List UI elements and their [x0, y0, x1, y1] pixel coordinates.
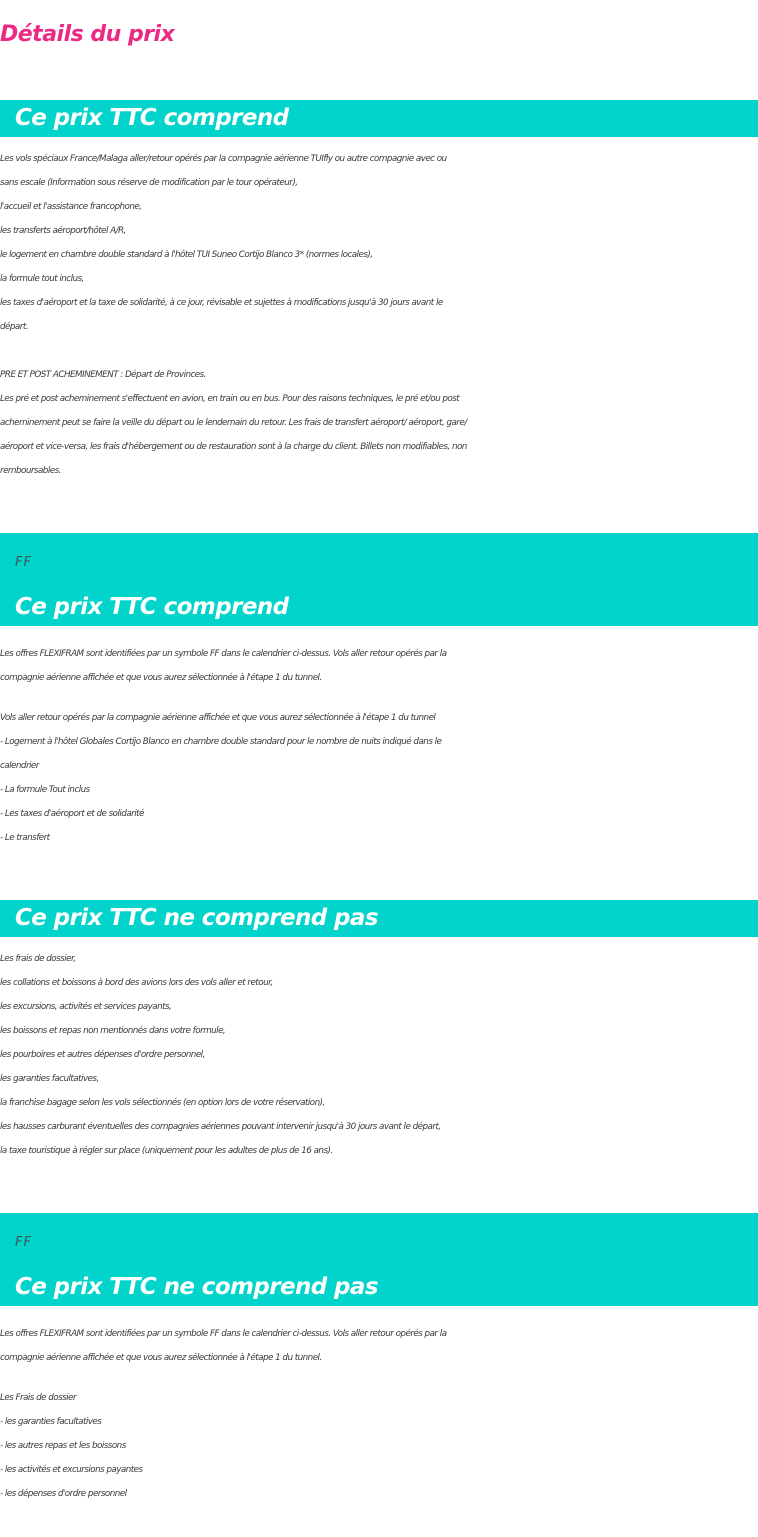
- pre-post-acheminement: [0, 363, 758, 483]
- section-included-header: [0, 100, 758, 137]
- list-item: l'accueil et l'assistance francophone,: [0, 202, 142, 212]
- section-ff-not-included-title: Ce prix TTC ne comprend pas: [15, 1274, 378, 1300]
- section-not-included-header: [0, 900, 758, 937]
- page-title: Détails du prix: [0, 22, 175, 47]
- list-item: la formule tout inclus,: [0, 274, 84, 284]
- list-item: Les Frais de dossier: [0, 1393, 76, 1403]
- list-item: sans escale (Information sous réserve de modification par le tour opérateur),: [0, 178, 298, 188]
- section-included-list: [0, 147, 758, 339]
- list-item: les hausses carburant éventuelles des compagnies aériennes pouvant intervenir jusqu'à 30 jours avant le départ,: [0, 1122, 441, 1132]
- list-item: les garanties facultatives,: [0, 1074, 99, 1084]
- list-item: départ.: [0, 322, 28, 332]
- ff-code-label: FF: [15, 1235, 32, 1250]
- paragraph-line: compagnie aérienne affichée et que vous aurez sélectionnée à l'étape 1 du tunnel.: [0, 1353, 322, 1363]
- ff-code-label: FF: [15, 555, 32, 570]
- list-item: - les dépenses d'ordre personnel: [0, 1489, 127, 1499]
- paragraph-line: remboursables.: [0, 466, 61, 476]
- list-item: - Le transfert: [0, 833, 50, 843]
- list-item: Les frais de dossier,: [0, 954, 76, 964]
- list-item: les boissons et repas non mentionnés dans votre formule,: [0, 1026, 226, 1036]
- section-ff-not-included-header: [0, 1213, 758, 1306]
- ff-included-list: [0, 706, 758, 850]
- list-item: les transferts aéroport/hôtel A/R,: [0, 226, 126, 236]
- list-item: les pourboires et autres dépenses d'ordre personnel,: [0, 1050, 205, 1060]
- list-item: les excursions, activités et services payants,: [0, 1002, 172, 1012]
- list-item: calendrier: [0, 761, 39, 771]
- ff-not-included-intro: [0, 1322, 758, 1370]
- list-item: Vols aller retour opérés par la compagnie aérienne affichée et que vous aurez sélectionnée à l'étape 1 du tunnel: [0, 713, 436, 723]
- list-item: - Les taxes d'aéroport et de solidarité: [0, 809, 144, 819]
- paragraph-line: compagnie aérienne affichée et que vous aurez sélectionnée à l'étape 1 du tunnel.: [0, 673, 322, 683]
- section-not-included-list: [0, 947, 758, 1163]
- list-item: les taxes d'aéroport et la taxe de solidarité, à ce jour, révisable et sujettes à modifications jusqu'à 30 jours avant le: [0, 298, 443, 308]
- list-item: les collations et boissons à bord des avions lors des vols aller et retour,: [0, 978, 273, 988]
- list-item: la taxe touristique à régler sur place (uniquement pour les adultes de plus de 16 ans).: [0, 1146, 333, 1156]
- paragraph-line: Les offres FLEXIFRAM sont identifiées par un symbole FF dans le calendrier ci-dessus. Vols aller retour opérés par la: [0, 1329, 447, 1339]
- list-item: - les garanties facultatives: [0, 1417, 102, 1427]
- paragraph-line: Les offres FLEXIFRAM sont identifiées par un symbole FF dans le calendrier ci-dessus. Vols aller retour opérés par la: [0, 649, 447, 659]
- list-item: - les activités et excursions payantes: [0, 1465, 143, 1475]
- paragraph-line: PRE ET POST ACHEMINEMENT : Départ de Provinces.: [0, 370, 206, 380]
- list-item: - Logement à l'hôtel Globales Cortijo Blanco en chambre double standard pour le nombre de nuits indiqué dans le: [0, 737, 442, 747]
- list-item: Les vols spéciaux France/Malaga aller/retour opérés par la compagnie aérienne TUIfly ou autre compagnie avec ou: [0, 154, 447, 164]
- ff-not-included-list: [0, 1386, 758, 1506]
- paragraph-line: acheminement peut se faire la veille du départ ou le lendemain du retour. Les frais de transfert aéroport/ aéroport, gare/: [0, 418, 467, 428]
- paragraph-line: aéroport et vice-versa, les frais d'hébergement ou de restauration sont à la charge du client. Billets non modifiables, non: [0, 442, 467, 452]
- list-item: - les autres repas et les boissons: [0, 1441, 126, 1451]
- ff-included-intro: [0, 642, 758, 690]
- paragraph-line: Les pré et post acheminement s'effectuent en avion, en train ou en bus. Pour des raisons techniques, le pré et/ou post: [0, 394, 460, 404]
- section-not-included-title: Ce prix TTC ne comprend pas: [15, 905, 378, 931]
- section-included-title: Ce prix TTC comprend: [15, 105, 289, 131]
- list-item: - La formule Tout inclus: [0, 785, 90, 795]
- section-ff-included-title: Ce prix TTC comprend: [15, 594, 289, 620]
- list-item: la franchise bagage selon les vols sélectionnés (en option lors de votre réservation),: [0, 1098, 325, 1108]
- section-ff-included-header: [0, 533, 758, 626]
- list-item: le logement en chambre double standard à l'hôtel TUI Suneo Cortijo Blanco 3* (normes locales),: [0, 250, 373, 260]
